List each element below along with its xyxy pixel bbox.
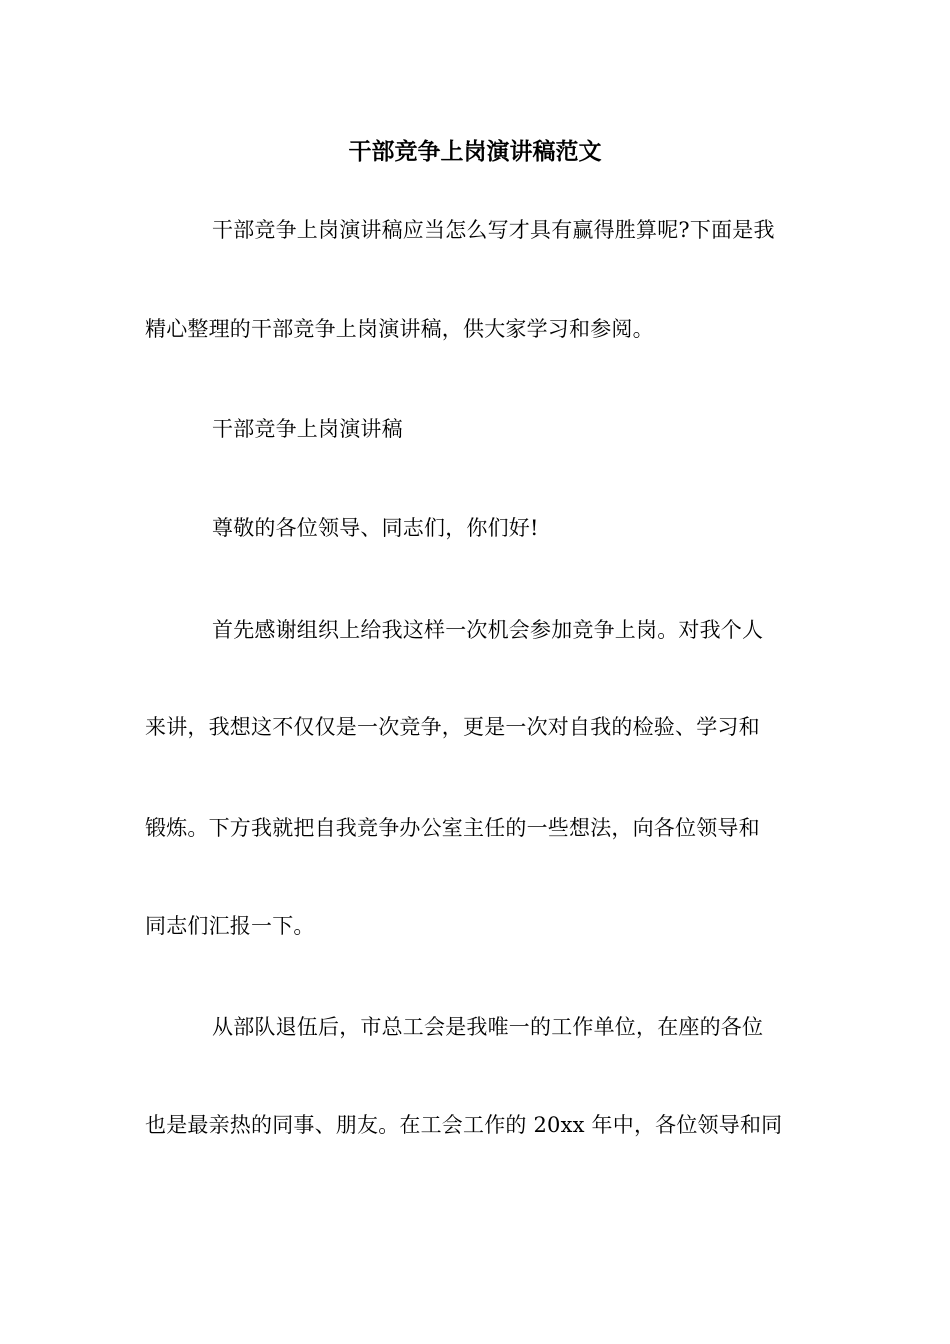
- paragraph-line: 来讲，我想这不仅仅是一次竞争，更是一次对自我的检验、学习和: [145, 715, 760, 739]
- paragraph-line: 锻炼。下方我就把自我竞争办公室主任的一些想法，向各位领导和: [145, 816, 760, 840]
- paragraph-line: 从部队退伍后，市总工会是我唯一的工作单位，在座的各位: [212, 1015, 764, 1039]
- paragraph-line: 精心整理的干部竞争上岗演讲稿，供大家学习和参阅。: [145, 317, 654, 341]
- section-heading: 干部竞争上岗演讲稿: [212, 417, 403, 441]
- paragraph-line: 首先感谢组织上给我这样一次机会参加竞争上岗。对我个人: [212, 618, 764, 642]
- paragraph-line: 也是最亲热的同事、朋友。在工会工作的 20xx 年中，各位领导和同: [145, 1113, 783, 1137]
- salutation-line: 尊敬的各位领导、同志们，你们好!: [212, 516, 539, 540]
- document-title: 干部竞争上岗演讲稿范文: [348, 138, 602, 165]
- paragraph-line: 同志们汇报一下。: [145, 914, 315, 938]
- paragraph-line: 干部竞争上岗演讲稿应当怎么写才具有赢得胜算呢?下面是我: [212, 218, 775, 242]
